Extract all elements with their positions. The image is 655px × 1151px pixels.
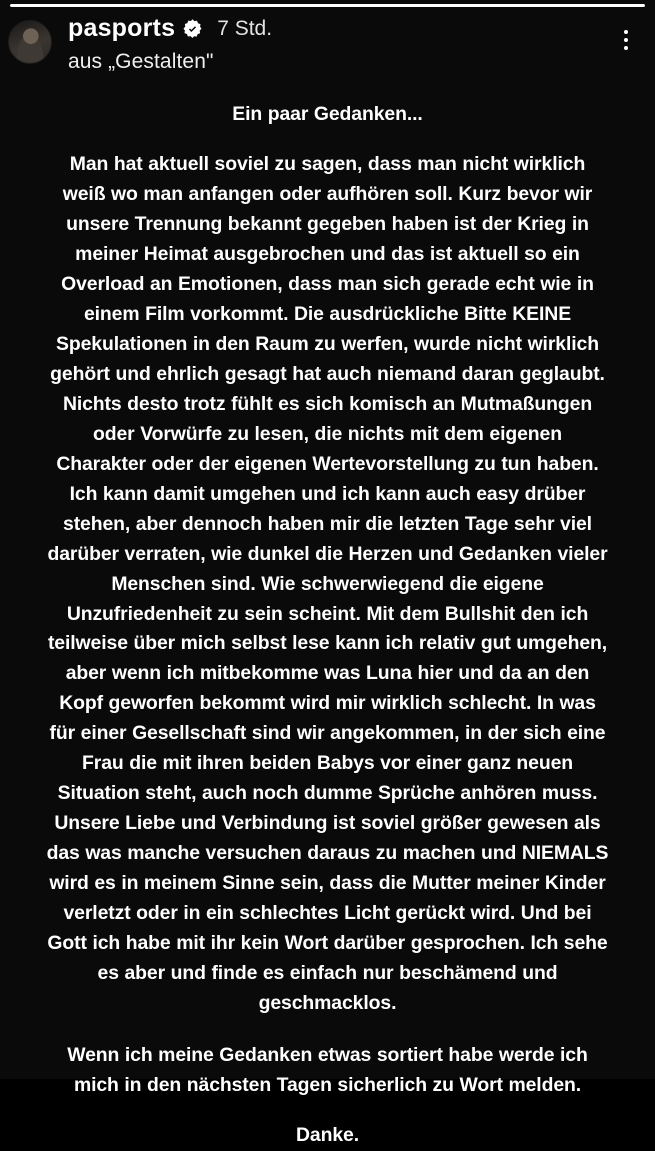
story-text-thanks: Danke. — [296, 1124, 359, 1146]
story-text-main: Man hat aktuell soviel zu sagen, dass man nicht wirklich weiß wo man anfangen oder aufhören soll. Kurz bevor wir unsere Trennung bekannt gegeben haben ist der Krieg in meiner Heimat ausgebrochen und das ist aktuell so ein Overload an Emotionen, dass man sich gerade echt wie in einem Film vorkommt. Die ausdrückliche Bitte KEINE Spekulationen in den Raum zu werfen, wurde nicht wirklich gehört und ehrlich gesagt hat auch niemand daran geglaubt. Nichts desto trotz fühlt es sich komisch an Mutmaßungen oder Vorwürfe zu lesen, die nichts mit dem eigenen Charakter oder der eigenen Wertevorstellung zu tun haben. Ich kann damit umgehen und ich kann auch easy drüber stehen, aber dennoch haben mir die letzten Tage sehr viel darüber verraten, wie dunkel die Herzen und Gedanken vieler Menschen sind. Wie schwerwiegend die eigene Unzufriedenheit zu sein scheint. Mit dem Bullshit den ich teilweise über mich selbst lese kann ich relativ gut umgehen, aber wenn ich mitbekomme was Luna hier und da an den Kopf geworfen bekommt wird mir wirklich schlecht. In was für einer Gesellschaft sind wir angekommen, in der sich eine Frau die mit ihren beiden Babys vor einer ganz neuen Situation steht, auch noch dumme Sprüche anhören muss. Unsere Liebe und Verbindung ist soviel größer gewesen als das was manche versuchen daraus zu machen und NIEMALS wird es in meinem Sinne sein, dass die Mutter meiner Kinder verletzt oder in ein schlechtes Licht gerückt wird. Und bei Gott ich habe mit ihr kein Wort darüber gesprochen. Ich sehe es aber und finde es einfach nur beschämend und geschmacklos. — [46, 152, 609, 1015]
more-options-icon[interactable] — [609, 20, 643, 60]
avatar[interactable] — [8, 20, 52, 64]
story-text-block — [46, 100, 609, 1151]
story-header-text — [68, 14, 609, 74]
story-progress-bar — [10, 4, 645, 7]
story-music-or-source-label: aus „Gestalten" — [68, 50, 214, 73]
story-text-outro: Wenn ich meine Gedanken etwas sortiert habe werde ich mich in den nächsten Tagen sicherlich zu Wort melden. — [67, 1044, 588, 1097]
story-progress-fill — [10, 4, 645, 7]
story-text-intro: Ein paar Gedanken... — [232, 103, 423, 125]
verified-badge-icon — [183, 19, 202, 38]
story-timestamp: 7 Std. — [217, 17, 273, 40]
username[interactable]: pasports — [68, 14, 176, 42]
story-header — [8, 14, 647, 78]
story-author-row — [68, 16, 609, 41]
